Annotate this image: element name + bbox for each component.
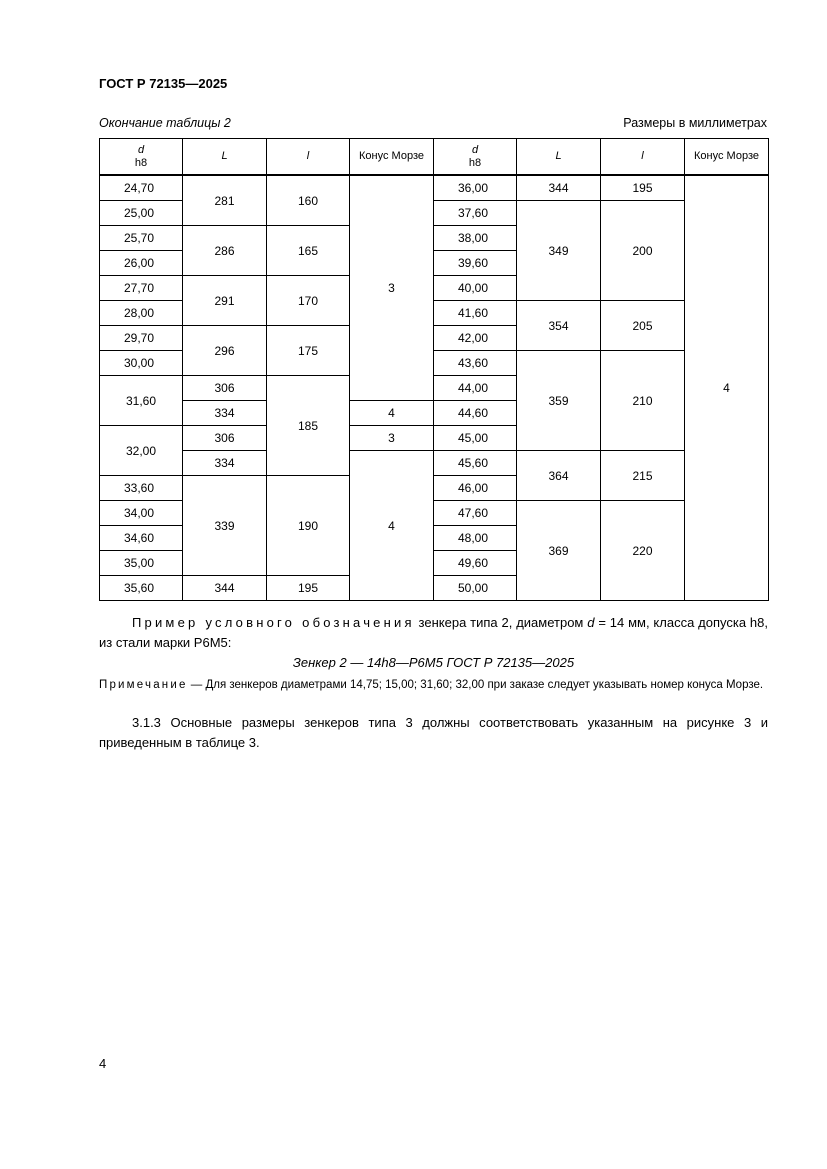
cell-L-2: 364 xyxy=(517,451,601,501)
header-d-2: d h8 xyxy=(434,139,517,176)
cell-d: 32,00 xyxy=(100,426,183,476)
cell-d-2: 47,60 xyxy=(434,501,517,526)
cell-d: 24,70 xyxy=(100,175,183,201)
cell-L-2: 344 xyxy=(517,175,601,201)
cell-d: 33,60 xyxy=(100,476,183,501)
cell-L: 344 xyxy=(183,576,267,601)
header-d: d h8 xyxy=(100,139,183,176)
cell-d-2: 37,60 xyxy=(434,201,517,226)
cell-d: 34,00 xyxy=(100,501,183,526)
cell-d-2: 46,00 xyxy=(434,476,517,501)
header-morse: Конус Морзе xyxy=(350,139,434,176)
cell-d-2: 42,00 xyxy=(434,326,517,351)
cell-d-2: 41,60 xyxy=(434,301,517,326)
cell-d: 35,00 xyxy=(100,551,183,576)
cell-morse: 4 xyxy=(350,451,434,601)
cell-L-2: 369 xyxy=(517,501,601,601)
cell-d: 34,60 xyxy=(100,526,183,551)
cell-d-2: 36,00 xyxy=(434,175,517,201)
cell-L: 286 xyxy=(183,226,267,276)
designation-example: Пример условного обозначения зенкера типа 2, диаметром d = 14 мм, класса допуска h8, из стали марки Р6М5: xyxy=(99,615,769,650)
cell-L-2: 359 xyxy=(517,351,601,451)
cell-d: 35,60 xyxy=(100,576,183,601)
cell-l-2: 205 xyxy=(601,301,685,351)
cell-L: 296 xyxy=(183,326,267,376)
cell-d: 25,00 xyxy=(100,201,183,226)
cell-d-2: 39,60 xyxy=(434,251,517,276)
cell-d-2: 48,00 xyxy=(434,526,517,551)
cell-d: 27,70 xyxy=(100,276,183,301)
table-row xyxy=(100,451,769,476)
cell-d-2: 40,00 xyxy=(434,276,517,301)
table-row xyxy=(100,175,769,201)
cell-L-2: 349 xyxy=(517,201,601,301)
cell-d: 31,60 xyxy=(100,376,183,426)
dimensions-table xyxy=(99,138,769,601)
cell-d: 30,00 xyxy=(100,351,183,376)
cell-L: 339 xyxy=(183,476,267,576)
header-morse-2: Конус Морзе xyxy=(685,139,769,176)
cell-l-2: 210 xyxy=(601,351,685,451)
note-label: Примечание xyxy=(99,679,188,691)
cell-d: 29,70 xyxy=(100,326,183,351)
cell-d-2: 45,00 xyxy=(434,426,517,451)
cell-L: 281 xyxy=(183,175,267,226)
cell-l: 195 xyxy=(267,576,350,601)
cell-L: 334 xyxy=(183,401,267,426)
cell-l: 165 xyxy=(267,226,350,276)
table-caption-units: Размеры в миллиметрах xyxy=(623,116,767,130)
cell-d: 28,00 xyxy=(100,301,183,326)
cell-d: 26,00 xyxy=(100,251,183,276)
cell-d-2: 45,60 xyxy=(434,451,517,476)
cell-L: 334 xyxy=(183,451,267,476)
page-number: 4 xyxy=(99,1056,107,1071)
cell-morse: 3 xyxy=(350,426,434,451)
example-label: Пример условного обозначения xyxy=(132,615,415,630)
clause-3-1-3: 3.1.3 Основные размеры зенкеров типа 3 должны соответствовать указанным на рисунке 3 и приведенным в таблице 3. xyxy=(99,715,768,750)
table-caption-continuation: Окончание таблицы 2 xyxy=(99,116,231,130)
cell-d-2: 44,60 xyxy=(434,401,517,426)
cell-d: 25,70 xyxy=(100,226,183,251)
cell-d-2: 50,00 xyxy=(434,576,517,601)
designation-formula: Зенкер 2 — 14h8—Р6М5 ГОСТ Р 72135—2025 xyxy=(292,655,575,670)
cell-d-2: 43,60 xyxy=(434,351,517,376)
cell-l: 170 xyxy=(267,276,350,326)
table-header-row xyxy=(100,139,769,176)
cell-L: 291 xyxy=(183,276,267,326)
header-L: L xyxy=(183,139,267,176)
header-l: l xyxy=(267,139,350,176)
cell-d-2: 49,60 xyxy=(434,551,517,576)
cell-L: 306 xyxy=(183,376,267,401)
cell-l-2: 215 xyxy=(601,451,685,501)
cell-d-2: 38,00 xyxy=(434,226,517,251)
cell-morse: 4 xyxy=(350,401,434,426)
cell-l-2: 200 xyxy=(601,201,685,301)
cell-morse-2: 4 xyxy=(685,175,769,601)
cell-d-2: 44,00 xyxy=(434,376,517,401)
document-header: ГОСТ Р 72135—2025 xyxy=(99,76,228,91)
cell-l: 185 xyxy=(267,376,350,476)
cell-l: 160 xyxy=(267,175,350,226)
header-l-2: l xyxy=(601,139,685,176)
cell-morse: 3 xyxy=(350,175,434,401)
note: Примечание — Для зенкеров диаметрами 14,75; 15,00; 31,60; 32,00 при заказе следует указывать номер конуса Морзе. xyxy=(99,679,764,691)
cell-l-2: 220 xyxy=(601,501,685,601)
cell-L-2: 354 xyxy=(517,301,601,351)
header-L-2: L xyxy=(517,139,601,176)
cell-l: 175 xyxy=(267,326,350,376)
cell-L: 306 xyxy=(183,426,267,451)
cell-l: 190 xyxy=(267,476,350,576)
cell-l-2: 195 xyxy=(601,175,685,201)
